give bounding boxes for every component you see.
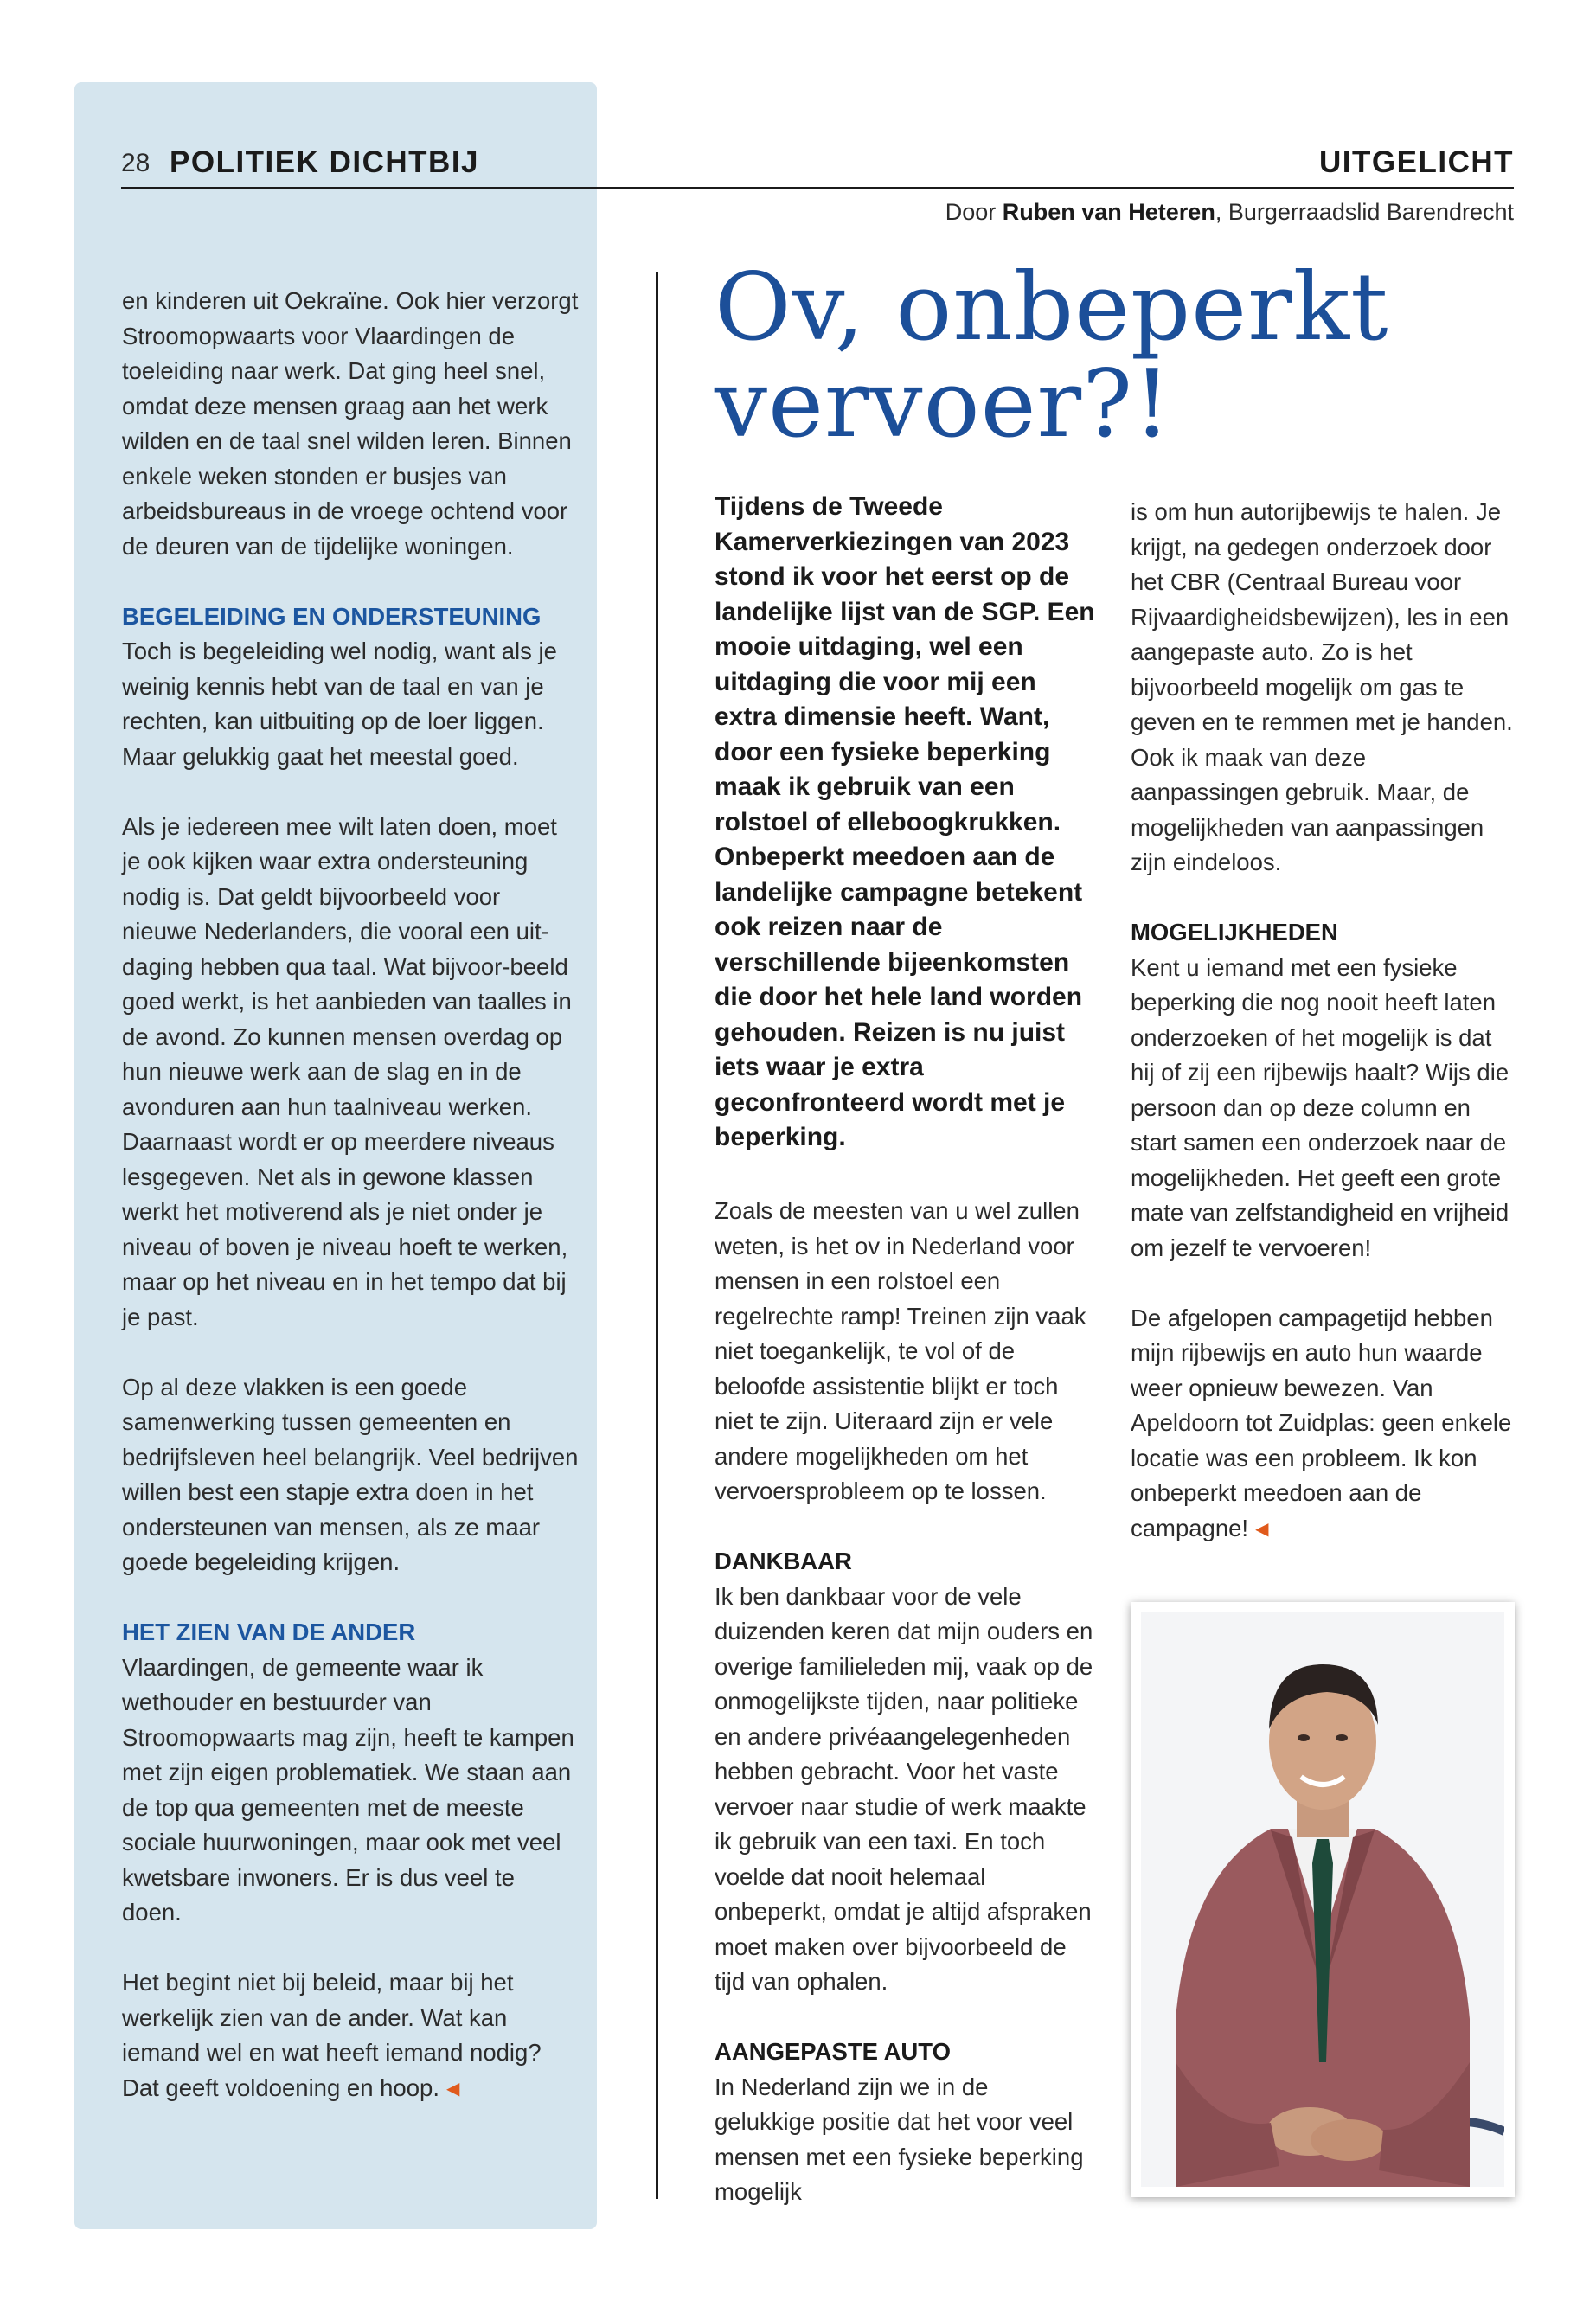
article-paragraph: Zoals de meesten van u wel zullen weten, is het ov in Nederland voor mensen in een rolstoel een regelrechte ramp! Treinen zijn vaak niet toegankelijk, te vol of de beloofde assistentie blijkt er toch niet te zijn. Uiteraard zijn er vele andere mogelijkheden om het vervoersprobleem op te lossen. (715, 1197, 1086, 1504)
portrait-illustration (1141, 1612, 1504, 2187)
sidebar-closing-text: Het begint niet bij beleid, maar bij het werkelijk zien van de ander. Wat kan iemand wel en wat heeft iemand nodig? Dat geeft voldoening en hoop. (122, 1969, 542, 2101)
article-closing-text: De afgelopen campagetijd hebben mijn rijbewijs en auto hun waarde weer opnieuw bewezen. Van Apeldoorn tot Zuidplas: geen enkele locatie was een probleem. Ik kon onbeperkt meedoen aan de campagne! (1131, 1304, 1512, 1541)
sidebar-paragraph: en kinderen uit Oekraïne. Ook hier verzorgt Stroomopwaarts voor Vlaardingen de toeleiding naar werk. Dat ging heel snel, omdat deze mensen graag aan het werk wilden en de taal snel wilden leren. Binnen enkele weken stonden er busjes van arbeidsbureaus in de vroege ochtend voor de deuren van de tijdelijke woningen. (122, 287, 579, 560)
category-label: UITGELICHT (1319, 145, 1514, 179)
subheading-zien-van-de-ander: HET ZIEN VAN DE ANDER (122, 1618, 416, 1645)
article-paragraph: Kent u iemand met een fysieke beperking die nog nooit heeft laten onderzoeken of het mogelijk is dat hij of zij een rijbewijs haalt? Wijs die persoon dan op deze column en start samen een onderzoek naar de mogelijkheden. Het geeft een grote mate van zelfstandigheid en vrijheid om jezelf te vervoeren! (1131, 953, 1509, 1261)
article-lead: Tijdens de Tweede Kamerverkiezingen van 2023 stond ik voor het eerst op de landelijke lijst van de SGP. Een mooie uitdaging, wel een uitdaging die voor mij een extra dimensie heeft. Want, door een fysieke beperking maak ik gebruik van een rolstoel of elleboogkrukken. Onbeperkt meedoen aan de landelijke campagne betekent ook reizen naar de verschillende bijeenkomsten die door het hele land worden gehouden. Reizen is nu juist iets waar je extra geconfronteerd wordt met je beperking. (715, 492, 1095, 1151)
sidebar-column (122, 284, 580, 2106)
column-divider (656, 272, 658, 2199)
byline-author: Ruben van Heteren (1002, 199, 1215, 225)
sidebar-paragraph (122, 1965, 580, 2106)
header-rule (121, 187, 1514, 189)
subheading-dankbaar: DANKBAAR (715, 1548, 852, 1574)
sidebar-paragraph: Vlaardingen, de gemeente waar ik wethouder en bestuurder van Stroomopwaarts mag zijn, heeft te kampen met zijn eigen problematiek. We staan aan de top qua gemeenten met de meeste sociale huurwoningen, maar ook met veel kwetsbare inwoners. Er is dus veel te doen. (122, 1653, 574, 1926)
article-paragraph (1131, 1301, 1520, 1548)
section-title: POLITIEK DICHTBIJ (170, 145, 480, 179)
subheading-begeleiding: BEGELEIDING EN ONDERSTEUNING (122, 602, 542, 630)
article-paragraph: is om hun autorijbewijs te halen. Je krijgt, na gedegen onderzoek door het CBR (Centraal Bureau voor Rijvaardigheidsbewijzen), les in een aangepaste auto. Zo is het bijvoorbeeld mogelijk om gas te geven en te remmen met je handen. Ook ik maak van deze aanpassingen gebruik. Maar, de mogelijkheden van aanpassingen zijn eindeloos. (1131, 498, 1513, 875)
article-column-middle (715, 1194, 1095, 2210)
page-number: 28 (121, 149, 151, 177)
article-headline: Ov, onbeperkt vervoer?! (715, 253, 1389, 458)
subheading-aangepaste-auto: AANGEPASTE AUTO (715, 2038, 951, 2065)
byline-role: , Burgerraadslid Barendrecht (1215, 199, 1514, 225)
byline (945, 199, 1514, 226)
article-column-right (1131, 495, 1520, 1547)
article-paragraph: Ik ben dankbaar voor de vele duizenden keren dat mijn ouders en overige familieleden mij, vaak op de onmogelijkste tijden, naar politieke en andere privéaangelegenheden hebben gebracht. Voor het vaste vervoer naar studie of werk maakte ik gebruik van een taxi. En toch voelde dat nooit helemaal onbeperkt, omdat je altijd afspraken moet maken over bijvoorbeeld de tijd van ophalen. (715, 1582, 1093, 1995)
sidebar-paragraph: Op al deze vlakken is een goede samenwerking tussen gemeenten en bedrijfsleven heel belangrijk. Veel bedrijven willen best een stapje extra doen in het ondersteunen van mensen, als ze maar goede begeleiding krijgen. (122, 1373, 579, 1575)
article-paragraph: In Nederland zijn we in de gelukkige positie dat het voor veel mensen met een fysieke beperking mogelijk (715, 2073, 1084, 2205)
subheading-mogelijkheden: MOGELIJKHEDEN (1131, 919, 1338, 945)
sidebar-paragraph: Toch is begeleiding wel nodig, want als je weinig kennis hebt van de taal en van je rechten, kan uitbuiting op de loer liggen. Maar gelukkig gaat het meestal goed. (122, 638, 557, 770)
end-mark-icon: ◀ (445, 2079, 460, 2099)
author-photo (1131, 1602, 1515, 2197)
byline-prefix: Door (945, 199, 1003, 225)
end-mark-icon: ◀ (1255, 1519, 1269, 1539)
sidebar-paragraph: Als je iedereen mee wilt laten doen, moet je ook kijken waar extra ondersteuning nodig is. Dat geldt bijvoorbeeld voor nieuwe Nederlanders, die vooral een uit-daging hebben qua taal. Wat bijvoor-beeld goed werkt, is het aanbieden van taalles in de avond. Zo kunnen mensen overdag op hun nieuwe werk aan de slag en in de avonduren aan hun taalniveau werken. Daarnaast wordt er op meerdere niveaus lesgegeven. Net als in gewone klassen werkt het motiverend als je niet onder je niveau of boven je niveau hoeft te werken, maar op het niveau en in het tempo dat bij je past. (122, 812, 572, 1330)
